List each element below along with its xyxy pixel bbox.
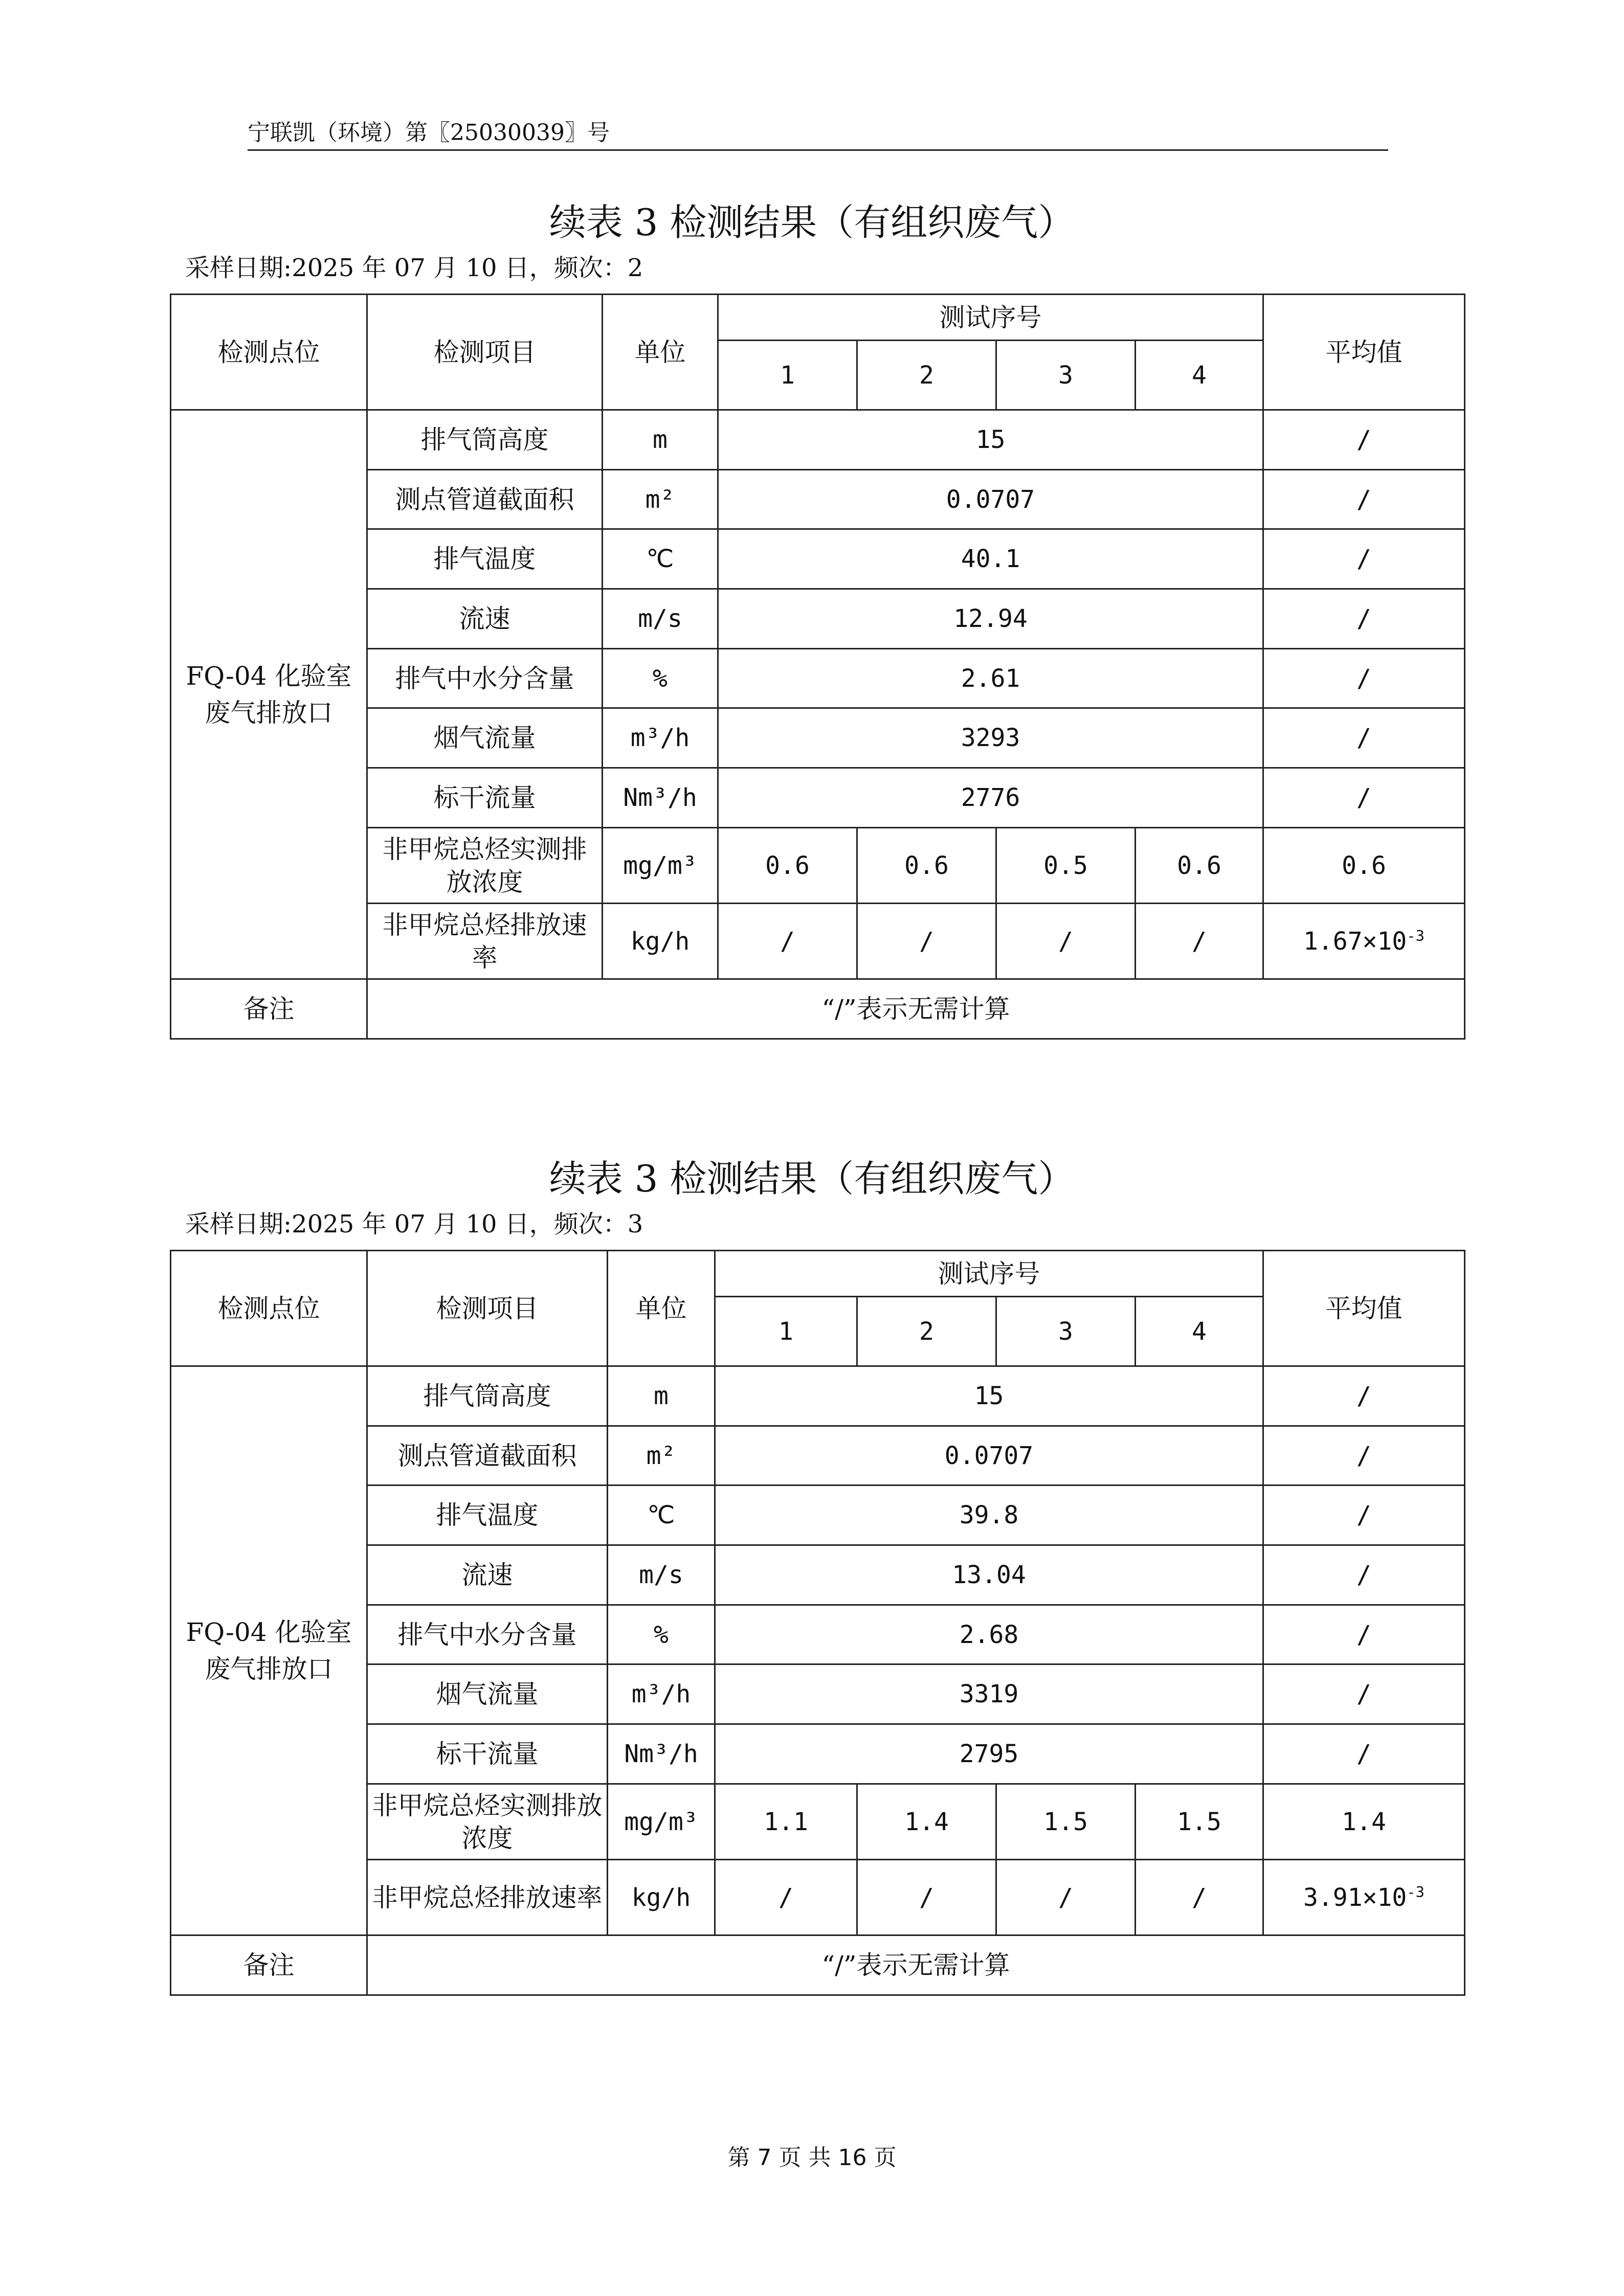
average-cell: / (1263, 1426, 1465, 1485)
value-cell: 15 (715, 1366, 1263, 1426)
unit-cell: m (608, 1366, 715, 1426)
value-cell: 3319 (715, 1664, 1263, 1724)
average-cell: / (1263, 768, 1465, 828)
col-header-seq: 4 (1136, 1297, 1263, 1366)
value-cell: 2.61 (718, 649, 1263, 708)
results-table (170, 1250, 1465, 1996)
value-cell: / (1136, 904, 1263, 979)
report-number-header: 宁联凯（环境）第〖25030039〗号 (248, 117, 1388, 151)
item-cell: 标干流量 (367, 1724, 608, 1784)
value-cell: 15 (718, 410, 1263, 470)
col-header-seq: 2 (857, 341, 996, 410)
item-cell: 非甲烷总烃排放速率 (367, 904, 603, 979)
col-header-location: 检测点位 (171, 295, 367, 410)
item-cell: 测点管道截面积 (367, 1426, 608, 1485)
item-cell: 烟气流量 (367, 1664, 608, 1724)
value-cell: 1.5 (996, 1784, 1136, 1860)
table-row (171, 979, 1465, 1039)
item-cell: 非甲烷总烃排放速率 (367, 1860, 608, 1935)
average-cell: 0.6 (1263, 828, 1465, 904)
value-cell: / (857, 1860, 996, 1935)
col-header-test-seq: 测试序号 (718, 295, 1263, 341)
value-cell: 40.1 (718, 529, 1263, 589)
unit-cell: % (608, 1605, 715, 1664)
unit-cell: m/s (603, 589, 718, 649)
col-header-test-seq: 测试序号 (715, 1251, 1263, 1297)
col-header-seq: 1 (715, 1297, 857, 1366)
col-header-seq: 4 (1136, 341, 1263, 410)
value-cell: / (715, 1860, 857, 1935)
unit-cell: m/s (608, 1545, 715, 1605)
location-cell: FQ-04 化验室废气排放口 (171, 410, 367, 979)
average-cell: / (1263, 1664, 1465, 1724)
value-cell: 2776 (718, 768, 1263, 828)
unit-cell: m (603, 410, 718, 470)
unit-cell: kg/h (608, 1860, 715, 1935)
average-cell: / (1263, 1545, 1465, 1605)
item-cell: 流速 (367, 1545, 608, 1605)
col-header-average: 平均值 (1263, 295, 1465, 410)
value-cell: 0.5 (996, 828, 1136, 904)
average-cell: / (1263, 470, 1465, 529)
sampling-meta: 采样日期:2025 年 07 月 10 日，频次：2 (185, 254, 643, 282)
item-cell: 烟气流量 (367, 708, 603, 768)
value-cell: 0.0707 (718, 470, 1263, 529)
value-cell: 2.68 (715, 1605, 1263, 1664)
col-header-seq: 3 (996, 1297, 1136, 1366)
item-cell: 排气筒高度 (367, 410, 603, 470)
remark-label: 备注 (171, 979, 367, 1039)
remark-text: “/”表示无需计算 (367, 979, 1465, 1039)
value-cell: 0.6 (857, 828, 996, 904)
unit-cell: mg/m³ (608, 1784, 715, 1860)
value-cell: 1.5 (1136, 1784, 1263, 1860)
average-exponent: -3 (1407, 1883, 1425, 1901)
value-cell: / (996, 1860, 1136, 1935)
results-table (170, 294, 1465, 1040)
average-cell: / (1263, 1724, 1465, 1784)
remark-text: “/”表示无需计算 (367, 1935, 1465, 1995)
average-cell: / (1263, 589, 1465, 649)
average-base: 1.67×10 (1303, 927, 1407, 956)
item-cell: 非甲烷总烃实测排放浓度 (367, 1784, 608, 1860)
unit-cell: mg/m³ (603, 828, 718, 904)
average-cell (1263, 1860, 1465, 1935)
value-cell: 3293 (718, 708, 1263, 768)
average-cell: / (1263, 708, 1465, 768)
value-cell: / (1136, 1860, 1263, 1935)
col-header-unit: 单位 (608, 1251, 715, 1366)
average-base: 3.91×10 (1303, 1883, 1407, 1912)
col-header-seq: 2 (857, 1297, 996, 1366)
item-cell: 排气中水分含量 (367, 649, 603, 708)
value-cell: 12.94 (718, 589, 1263, 649)
average-cell: 1.4 (1263, 1784, 1465, 1860)
item-cell: 非甲烷总烃实测排放浓度 (367, 828, 603, 904)
value-cell: / (857, 904, 996, 979)
item-cell: 标干流量 (367, 768, 603, 828)
value-cell: 0.6 (1136, 828, 1263, 904)
value-cell: 0.6 (718, 828, 857, 904)
sampling-meta: 采样日期:2025 年 07 月 10 日，频次：3 (185, 1210, 643, 1239)
unit-cell: Nm³/h (603, 768, 718, 828)
average-cell: / (1263, 1366, 1465, 1426)
table-row (171, 1366, 1465, 1426)
value-cell: / (996, 904, 1136, 979)
col-header-average: 平均值 (1263, 1251, 1465, 1366)
table-title: 续表 3 检测结果（有组织废气） (549, 201, 1075, 244)
average-cell: / (1263, 1485, 1465, 1545)
unit-cell: ℃ (603, 529, 718, 589)
value-cell: 1.1 (715, 1784, 857, 1860)
average-cell: / (1263, 410, 1465, 470)
location-cell: FQ-04 化验室废气排放口 (171, 1366, 367, 1935)
table-row (171, 410, 1465, 470)
table-row (171, 1935, 1465, 1995)
col-header-item: 检测项目 (367, 1251, 608, 1366)
item-cell: 排气筒高度 (367, 1366, 608, 1426)
table-title: 续表 3 检测结果（有组织废气） (549, 1157, 1075, 1200)
col-header-item: 检测项目 (367, 295, 603, 410)
average-cell: / (1263, 649, 1465, 708)
value-cell: 0.0707 (715, 1426, 1263, 1485)
unit-cell: kg/h (603, 904, 718, 979)
average-cell: / (1263, 529, 1465, 589)
col-header-location: 检测点位 (171, 1251, 367, 1366)
unit-cell: Nm³/h (608, 1724, 715, 1784)
unit-cell: m² (608, 1426, 715, 1485)
item-cell: 排气温度 (367, 1485, 608, 1545)
unit-cell: ℃ (608, 1485, 715, 1545)
col-header-seq: 1 (718, 341, 857, 410)
unit-cell: m³/h (608, 1664, 715, 1724)
average-cell (1263, 904, 1465, 979)
value-cell: 39.8 (715, 1485, 1263, 1545)
item-cell: 排气中水分含量 (367, 1605, 608, 1664)
unit-cell: m² (603, 470, 718, 529)
value-cell: 1.4 (857, 1784, 996, 1860)
average-cell: / (1263, 1605, 1465, 1664)
unit-cell: % (603, 649, 718, 708)
item-cell: 流速 (367, 589, 603, 649)
unit-cell: m³/h (603, 708, 718, 768)
remark-label: 备注 (171, 1935, 367, 1995)
item-cell: 测点管道截面积 (367, 470, 603, 529)
average-exponent: -3 (1407, 927, 1425, 944)
col-header-unit: 单位 (603, 295, 718, 410)
value-cell: / (718, 904, 857, 979)
page-number: 第 7 页 共 16 页 (727, 2145, 897, 2171)
value-cell: 2795 (715, 1724, 1263, 1784)
item-cell: 排气温度 (367, 529, 603, 589)
col-header-seq: 3 (996, 341, 1136, 410)
value-cell: 13.04 (715, 1545, 1263, 1605)
